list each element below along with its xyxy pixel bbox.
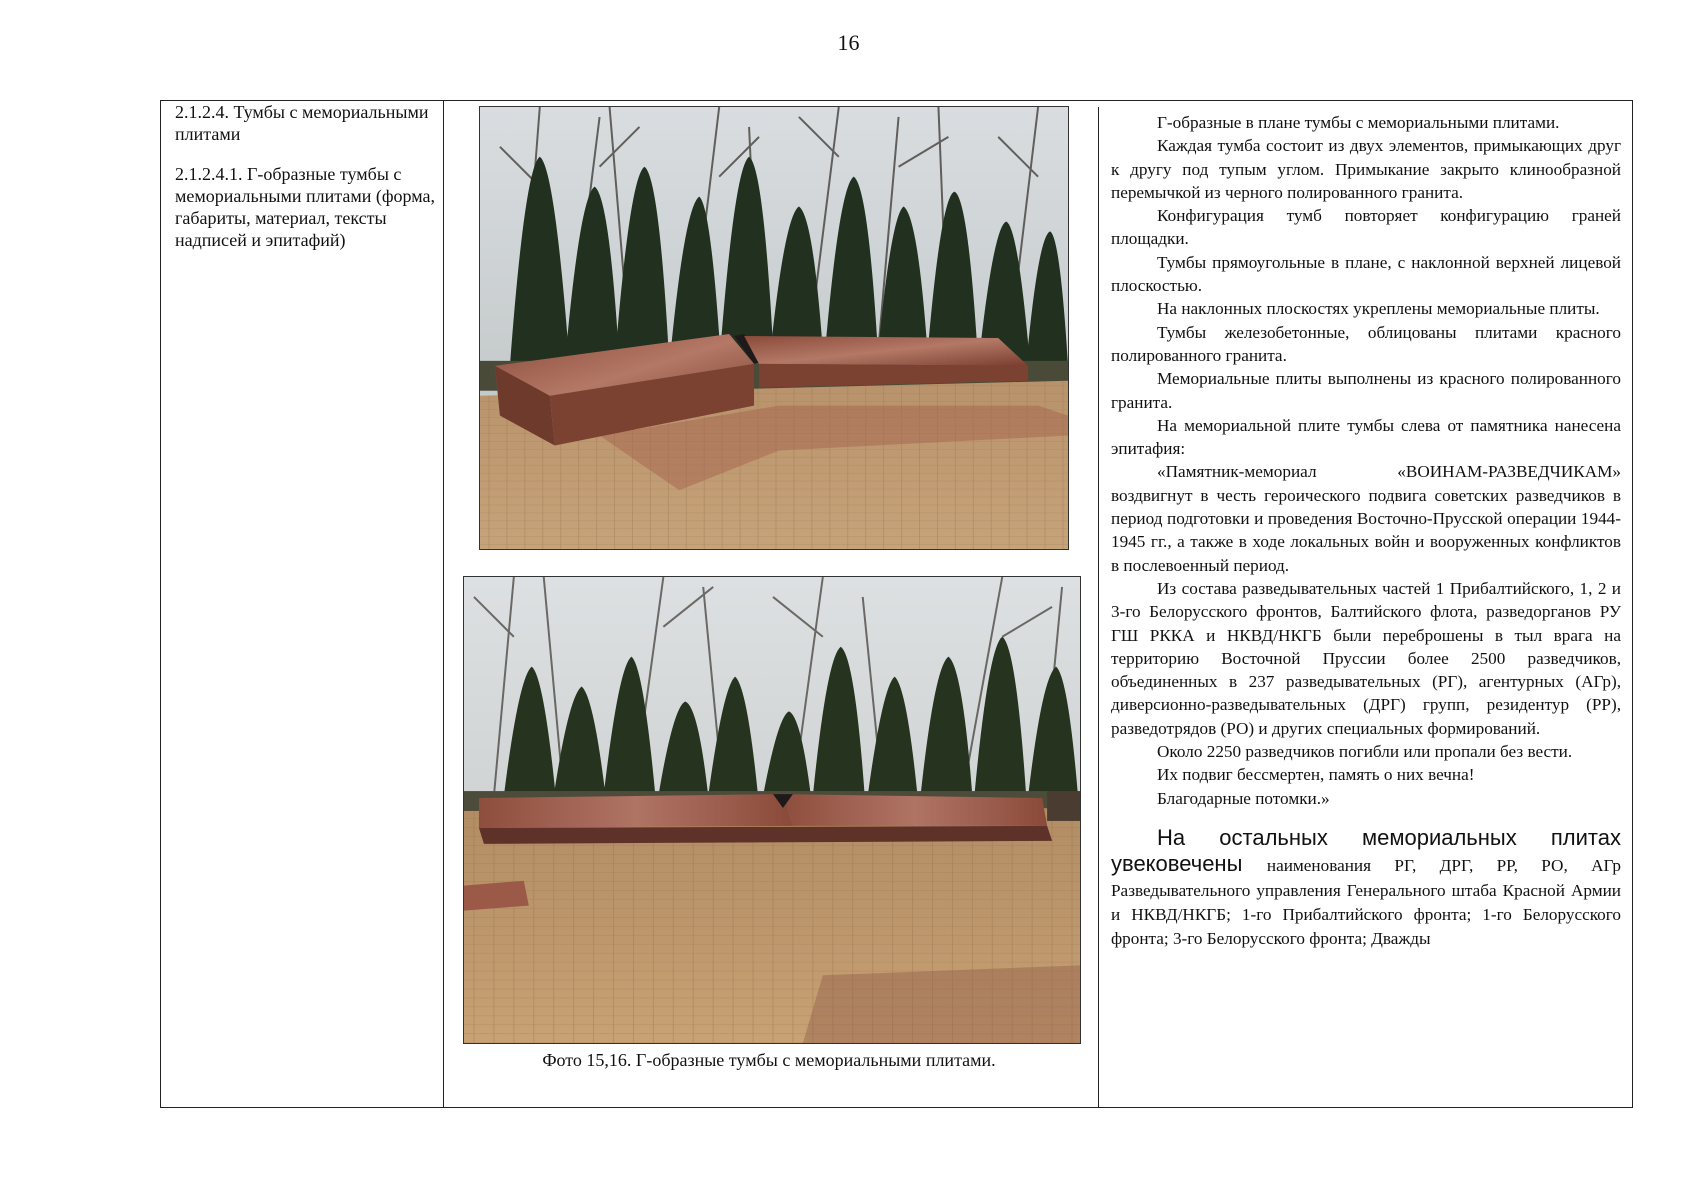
right-column	[1111, 111, 1621, 951]
photo-16-image	[464, 577, 1080, 1043]
paragraph: На мемориальной плите тумбы слева от памятника нанесена эпитафия:	[1111, 415, 1621, 459]
epitaph-paragraph: Из состава разведывательных частей 1 Прибалтийского, 1, 2 и 3-го Белорусского фронтов, Балтийского флота, разведорганов РУ ГШ РККА и НКВД/НКГБ были переброшены в тыл врага на территорию Восточной Пруссии более 2500 разведчиков, объединенных в 237 разведывательных (РГ), агентурных (АГр), диверсионно-разведывательных (ДРГ) групп, резидентур (РР), разведотрядов (РО) и других специальных формирований.	[1111, 578, 1621, 738]
paragraph: Г-образные в плане тумбы с мемориальными плитами.	[1157, 113, 1560, 132]
epitaph-paragraph: «Памятник-мемориал «ВОИНАМ-РАЗВЕДЧИКАМ» воздвигнут в честь героического подвига советских разведчиков в период подготовки и проведения Восточно-Прусской операции 1944-1945 гг., а также в ходе локальных войн и вооруженных конфликтов в послевоенный период.	[1111, 462, 1621, 575]
paragraph: Тумбы прямоугольные в плане, с наклонной верхней лицевой плоскостью.	[1111, 252, 1621, 296]
photo-caption: Фото 15,16. Г-образные тумбы с мемориальными плитами.	[542, 1050, 996, 1070]
memorial-names-paragraph	[1111, 826, 1621, 951]
paragraph: Тумбы железобетонные, облицованы плитами красного полированного гранита.	[1111, 322, 1621, 365]
photo-16	[463, 576, 1081, 1044]
paragraph: На наклонных плоскостях укреплены мемориальные плиты.	[1157, 299, 1600, 319]
left-column	[175, 101, 437, 269]
column-divider-2	[1098, 107, 1099, 1107]
memorial-names-lead: На остальных мемориальных плитах увековечены	[1111, 824, 1621, 877]
paragraph: Мемориальные плиты выполнены из красного полированного гранита.	[1111, 369, 1621, 412]
paragraph: Конфигурация тумб повторяет конфигурацию граней площадки.	[1111, 206, 1621, 249]
document-table	[160, 100, 1633, 1108]
column-divider-1	[443, 101, 444, 1107]
section-subheading: 2.1.2.4.1. Г-образные тумбы с мемориальными плитами (форма, габариты, материал, тексты надписей и эпитафий)	[175, 164, 435, 250]
photo-15	[479, 106, 1069, 550]
epitaph-paragraph: Их подвиг бессмертен, память о них вечна!	[1157, 765, 1475, 785]
epitaph-paragraph: Около 2250 разведчиков погибли или пропали без вести.	[1157, 742, 1573, 762]
epitaph-paragraph: Благодарные потомки.»	[1157, 788, 1330, 808]
section-heading: 2.1.2.4. Тумбы с мемориальными плитами	[175, 102, 429, 144]
photo-15-image	[480, 107, 1068, 549]
memorial-names-text: наименования РГ, ДРГ, РР, РО, АГр Разведывательного управления Генерального штаба Красной Армии и НКВД/НКГБ; 1-го Прибалтийского фронта; 1-го Белорусского фронта; 3-го Белорусского фронта; Дважды	[1111, 856, 1622, 949]
page-number: 16	[837, 30, 860, 55]
paragraph: Каждая тумба состоит из двух элементов, примыкающих друг к другу под тупым углом. Примыкание закрыто клинообразной перемычкой из черного полированного гранита.	[1111, 136, 1621, 202]
